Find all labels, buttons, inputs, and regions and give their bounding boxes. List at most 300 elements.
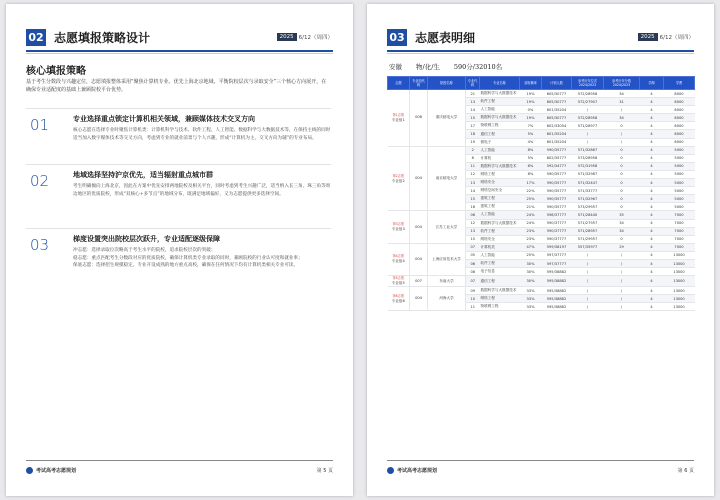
date-rest: 6/12（周四） [298,35,333,41]
item-body: 核心志愿在选择专业时聚焦计算机类：计算机科学与技术、软件工程、人工智能、数据科学与大数据技术等，在保持主线的同时适当加入数字媒体技术等交叉方向，考虑到专业的就业前景与个人兴趣，形成“计算机为主、交叉方向为辅”的专业布局。 [73,128,331,141]
column-header: 专业名称 [480,77,520,90]
table-cell: 573/29957 [572,203,604,211]
table-cell: 网络空间安全 [480,187,520,195]
table-cell: 34 [604,219,640,227]
table-cell: 590/37777 [542,219,572,227]
group-cell [388,276,410,287]
table-cell: 15 [466,195,480,203]
table-cell: 4 [640,122,664,130]
table-cell: 47% [520,243,542,251]
table-cell: 微电子 [480,138,520,146]
table-cell: 4 [640,287,664,295]
table-cell: 0 [604,162,640,170]
table-cell: 建筑工程 [480,203,520,211]
table-cell: 33% [520,287,542,295]
table-cell: 5% [520,154,542,162]
date-year: 2025 [638,33,658,41]
table-cell: 19 [466,138,480,146]
table-cell: 601/35204 [542,106,572,114]
footer-brand-text: 考试高考志愿规划 [36,468,77,474]
table-cell: 4 [640,106,664,114]
table-cell: 601/35204 [542,138,572,146]
table-cell: 数据科学与大数据技术 [480,287,520,295]
table-cell: 4 [640,90,664,98]
brand-logo-icon [387,467,394,474]
table-cell: 12 [466,219,480,227]
table-cell: 21 [466,90,480,98]
table-cell: 11 [466,303,480,311]
item-number: 03 [30,236,50,254]
table-cell: 06 [466,259,480,267]
table-cell: 4% [520,138,542,146]
table-cell: 05 [466,251,480,259]
divider [26,228,331,229]
group-code-cell: 004 [410,287,428,311]
page-number: 第 6 页 [677,468,694,474]
page-title: 志愿表明细 [415,30,476,45]
item-title: 梯度设置突出院校层次跃升，专业适配逐级保障 [73,234,220,243]
table-cell: 0% [520,106,542,114]
table-cell: 4 [640,295,664,303]
table-row [388,146,695,154]
table-cell: 571/27957 [572,219,604,227]
school-name-cell: 河海大学 [428,287,466,311]
table-cell: 34 [604,227,640,235]
table-cell: 4 [640,235,664,243]
table-cell: 4 [640,219,664,227]
table-cell: 572/27907 [572,98,604,106]
table-cell: 数据科学与大数据技术 [480,114,520,122]
table-cell: 571/28440 [572,211,604,219]
table-cell: 7000 [664,235,695,243]
info-province: 安徽 [389,63,402,71]
school-name-cell: 东南大学 [428,276,466,287]
table-cell: 13000 [664,268,695,276]
table-cell: 605/30777 [542,114,572,122]
table-cell: 4 [640,130,664,138]
table-cell: 物联网工程 [480,303,520,311]
table-cell: 4 [640,251,664,259]
table-cell: 4 [640,170,664,178]
table-cell: 25% [520,251,542,259]
table-row [388,90,695,98]
table-cell: 2 [466,146,480,154]
table-cell: 17% [520,179,542,187]
table-cell: 24% [520,211,542,219]
table-cell: 0 [604,170,640,178]
page-footer [26,467,333,474]
table-cell: 建筑工程 [480,195,520,203]
table-cell: 6000 [664,130,695,138]
table-cell: 人工智能 [480,251,520,259]
table-cell: / [604,251,640,259]
table-cell: 13 [466,227,480,235]
table-cell: 31 [604,98,640,106]
group-label: 专业组4 [391,259,405,264]
table-cell: 13000 [664,251,695,259]
table-cell: 6000 [664,98,695,106]
group-code-cell: 008 [410,90,428,147]
table-cell: 13 [466,179,480,187]
table-cell: 18 [466,130,480,138]
table-cell: 19% [520,90,542,98]
strategy-item-2 [26,170,331,220]
table-cell: 590/35777 [542,146,572,154]
table-cell: 0 [604,195,640,203]
table-cell: 4 [640,203,664,211]
table-cell: 16 [466,203,480,211]
table-cell: 23% [520,235,542,243]
table-cell: 15 [466,235,480,243]
school-name-cell: 重庆邮电大学 [428,90,466,147]
table-cell: 571/28957 [572,227,604,235]
table-cell: 8 [466,154,480,162]
table-cell: 605/30777 [542,90,572,98]
table-cell: / [604,259,640,267]
strategy-item-1 [26,114,331,164]
table-cell: 34 [604,114,640,122]
table-cell: 19% [520,98,542,106]
table-cell: 8% [520,170,542,178]
table-cell: 24% [520,219,542,227]
table-cell: 14 [466,187,480,195]
table-row [388,243,695,251]
table-cell: 软件工程 [480,227,520,235]
table-cell: 14 [466,106,480,114]
table-cell: 605/30777 [542,98,572,106]
section-number: 02 [26,29,46,46]
table-cell: 571/32987 [572,170,604,178]
group-code-cell: 007 [410,276,428,287]
table-cell: 09 [466,287,480,295]
group-cell [388,90,410,147]
table-cell: / [572,106,604,114]
table-cell: 33% [520,295,542,303]
table-cell: 5000 [664,195,695,203]
table-cell: / [604,106,640,114]
item-body: 冲志愿：选择录取位次略高于考生水平的院校，追求院校层次的突破； 稳志愿：重点匹配考生分数段对应的优质院校，确保计算机类专业录取的同时，兼顾院校的行业认可度和就业率； 保底志愿：选择招生规模稳定、专业开设成熟的地方重点高校，确保在任何情况下均有计算机类相关专业可读。 [73,248,303,269]
item-number: 02 [30,172,50,190]
table-cell: 4 [640,138,664,146]
divider [26,164,331,165]
candidate-info [389,62,502,71]
table-cell: 网络安全 [480,179,520,187]
table-header-row [388,77,695,90]
column-header: 学费 [664,77,695,90]
table-cell: 30% [520,276,542,287]
table-cell: 人工智能 [480,211,520,219]
school-name-cell: 上海应用技术大学 [428,243,466,275]
table-cell: 35 [604,211,640,219]
header-rule-thin [26,53,333,54]
table-cell: 595/38882 [542,268,572,276]
table-cell: 590/35777 [542,203,572,211]
table-row [388,287,695,295]
table-cell: 21% [520,203,542,211]
info-score: 590分/32010名 [453,63,503,71]
table-cell: 29 [604,243,640,251]
table-cell: 571/32967 [572,195,604,203]
group-cell [388,287,410,311]
table-cell: / [604,138,640,146]
table-cell: / [572,259,604,267]
table-cell: 软件工程 [480,98,520,106]
table-cell: 4 [640,154,664,162]
table-cell: 17 [466,122,480,130]
table-cell: 0 [604,187,640,195]
table-cell: 07 [466,243,480,251]
table-cell: 8000 [664,90,695,98]
table-cell: 25% [520,195,542,203]
table-cell: 4 [640,303,664,311]
volunteer-tag: 第3志愿 [392,222,405,227]
group-code-cell: 004 [410,211,428,243]
table-cell: / [604,303,640,311]
table-cell: 6000 [664,114,695,122]
school-name-cell: 江苏工业大学 [428,211,466,243]
table-cell: 595/38882 [542,295,572,303]
strategy-item-3 [26,234,331,304]
item-title: 地域选择坚持沪京优先，适当辐射重点城市群 [73,170,213,179]
header-rule-thin [387,53,694,54]
table-cell: 4 [640,276,664,287]
table-cell: 4 [640,187,664,195]
table-cell: 602/33054 [542,122,572,130]
group-label: 专业组6 [391,298,405,303]
group-cell [388,243,410,275]
footer-brand-text: 考试高考志愿规划 [397,468,438,474]
table-cell: 590/35777 [542,195,572,203]
table-cell: / [572,268,604,276]
footer-brand [387,467,437,474]
school-name-cell: 南京邮电大学 [428,146,466,211]
table-cell: 0 [604,203,640,211]
table-cell: 4 [640,98,664,106]
group-code-cell: 004 [410,243,428,275]
table-cell: 572/28958 [572,90,604,98]
table-cell: 4 [640,146,664,154]
table-cell: 590/37777 [542,235,572,243]
column-header: 志愿 [388,77,410,90]
table-cell: 590/35777 [542,187,572,195]
table-cell: 13 [466,98,480,106]
table-cell: / [572,295,604,303]
table-cell: 5000 [664,146,695,154]
date-year: 2025 [277,33,297,41]
footer-brand [26,467,76,474]
table-cell: 30% [520,268,542,276]
table-cell: 4 [640,268,664,276]
table-cell: 602/35777 [542,154,572,162]
table-cell: 7000 [664,243,695,251]
table-cell: 4 [640,162,664,170]
table-cell: 4 [640,227,664,235]
table-cell: 4 [640,179,664,187]
table-cell: 计算机类 [480,243,520,251]
table-cell: 13000 [664,287,695,295]
header-rule [26,50,333,52]
group-label: 专业组5 [391,281,405,286]
table-cell: / [572,276,604,287]
page-header [26,26,333,48]
table-cell: 592/34777 [542,162,572,170]
table-cell: 网络工程 [480,295,520,303]
table-cell: / [572,251,604,259]
table-cell: 10 [466,295,480,303]
table-cell: 通信工程 [480,130,520,138]
footer-rule [26,460,333,461]
table-cell: 通信工程 [480,276,520,287]
table-cell: 557/35977 [572,243,604,251]
table-cell: 590/35777 [542,170,572,178]
table-cell: 4 [640,243,664,251]
table-cell: / [572,287,604,295]
table-cell: / [572,303,604,311]
item-title: 专业选择重点锁定计算机相关领域，兼顾媒体技术交叉方向 [73,114,255,123]
date-rest: 6/12（周四） [659,35,694,41]
info-subjects: 物/化/生 [416,63,440,71]
table-cell: 23% [520,227,542,235]
table-cell: 595/38882 [542,276,572,287]
table-cell: 30% [520,259,542,267]
header-rule [387,50,694,52]
table-cell: 13000 [664,303,695,311]
page-title: 志愿填报策略设计 [54,30,151,45]
column-header: 学制 [640,77,664,90]
table-cell: 590/37777 [542,227,572,235]
table-cell: / [604,295,640,303]
volunteer-tag: 第1志愿 [392,112,405,117]
table-cell: 597/37777 [542,251,572,259]
table-cell: 6000 [664,122,695,130]
table-cell: 4 [640,211,664,219]
table-cell: 598/37777 [542,211,572,219]
table-cell: 8% [520,146,542,154]
item-body: 考生明确倾向上海北京，因此在方案中优先安排两地院校及相关平台，同时考虑到考生兴趣广泛，适当纳入长三角、珠三角等周边地区的优质院校，形成“双核心+多节点”的地域分布，既满足地域偏好，又为志愿提供更多选择空间。 [73,184,331,197]
table-cell: 5000 [664,203,695,211]
table-cell: 7000 [664,211,695,219]
table-cell: 08 [466,268,480,276]
table-cell: 5000 [664,170,695,178]
table-cell: 4 [640,114,664,122]
column-header: 参考历年分数 2024/2023 [604,77,640,90]
table-cell: 34 [604,90,640,98]
column-header: 专业代码 [466,77,480,90]
column-header: 计划人数 [542,77,572,90]
table-cell: 人工智能 [480,106,520,114]
table-cell: / [572,130,604,138]
table-cell: 电子信息 [480,268,520,276]
table-cell: 7000 [664,219,695,227]
group-code-cell: 004 [410,146,428,211]
page-number: 第 5 页 [316,468,333,474]
table-cell: 网络工程 [480,170,520,178]
brand-logo-icon [26,467,33,474]
column-header: 录取概率 [520,77,542,90]
table-cell: 4 [640,195,664,203]
volunteer-tag: 第2志愿 [392,173,405,178]
table-cell: 计算机 [480,154,520,162]
table-cell: 0 [604,235,640,243]
table-cell: 595/38882 [542,287,572,295]
table-cell: 597/37777 [542,259,572,267]
table-cell: 19% [520,114,542,122]
table-cell: 601/35204 [542,130,572,138]
group-cell [388,211,410,243]
table-cell: 11 [466,162,480,170]
page-left [6,4,353,496]
table-cell: / [572,138,604,146]
section-heading: 核心填报策略 [26,66,86,77]
table-cell: 571/29957 [572,235,604,243]
table-cell: 571/32447 [572,179,604,187]
table-cell: 33% [520,303,542,311]
table-cell: 5000 [664,187,695,195]
volunteer-tag: 第5志愿 [392,276,405,281]
table-cell: 12 [466,170,480,178]
volunteer-tag: 第4志愿 [392,254,405,259]
volunteer-table [387,76,695,311]
table-cell: 07 [466,276,480,287]
group-label: 专业组2 [391,178,405,183]
table-cell: 7% [520,122,542,130]
item-number: 01 [30,116,50,134]
table-cell: 599/38197 [542,243,572,251]
table-cell: 0 [604,146,640,154]
page-right [367,4,714,496]
page-header [387,26,694,48]
table-cell: 0 [604,154,640,162]
table-cell: 13000 [664,276,695,287]
table-cell: 软件工程 [480,259,520,267]
table-cell: 572/31958 [572,162,604,170]
table-cell: 0 [604,122,640,130]
table-cell: / [604,130,640,138]
date-badge [277,33,333,41]
table-cell: 595/38882 [542,303,572,311]
table-cell: 0 [604,179,640,187]
table-cell: 15 [466,114,480,122]
table-cell: 13000 [664,295,695,303]
table-cell: 06 [466,211,480,219]
table-cell: 571/32867 [572,146,604,154]
intro-paragraph: 基于考生分数段与兴趣定位，志愿填报整体采用“聚焦计算机专业、优先上海北京地域、平衡院校层次与录取安全”三个核心方向展开，在确保专业适配度的基础上兼顾院校平台优势。 [26,79,327,93]
table-cell: 590/35777 [542,179,572,187]
page-footer [387,467,694,474]
table-cell: 5000 [664,179,695,187]
table-cell: 人工智能 [480,146,520,154]
table-row [388,276,695,287]
table-cell: 13000 [664,259,695,267]
group-label: 专业组1 [391,117,405,122]
table-cell: 数据科学与大数据技术 [480,162,520,170]
table-cell: 数据科学与大数据技术 [480,90,520,98]
table-cell: 5000 [664,154,695,162]
table-cell: 物联网工程 [480,122,520,130]
section-number: 03 [387,29,407,46]
date-badge [638,33,694,41]
table-cell: 6% [520,162,542,170]
column-header: 专业组代码 [410,77,428,90]
footer-rule [387,460,694,461]
group-label: 专业组3 [391,227,405,232]
table-cell: 4 [640,259,664,267]
table-cell: 22% [520,187,542,195]
table-cell: / [604,268,640,276]
table-cell: 6000 [664,106,695,114]
column-header: 参考历年位次 2024/2023 [572,77,604,90]
table-cell: 572/28958 [572,114,604,122]
